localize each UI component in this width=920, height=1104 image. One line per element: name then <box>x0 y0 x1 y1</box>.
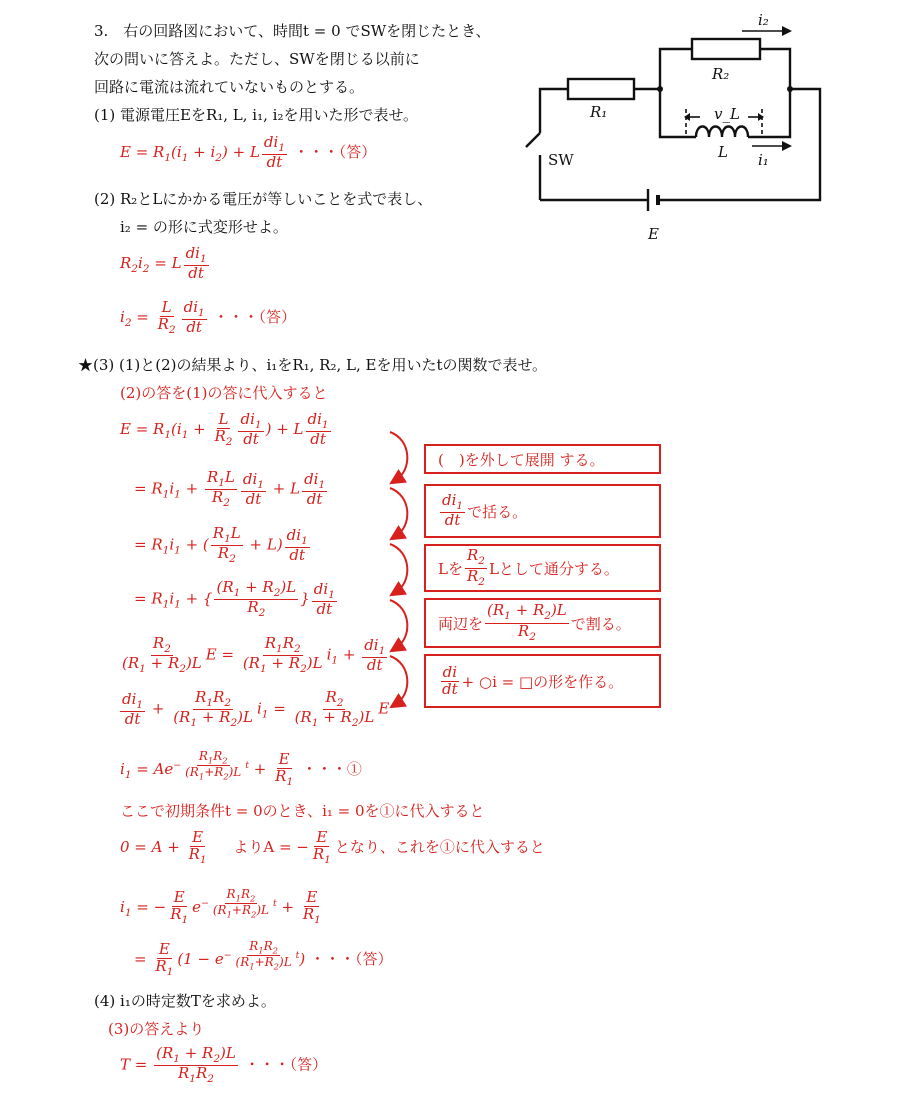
answer-2b: $i_2$ = $\frac{L}{R_2}$ $\frac{di_1}{dt}$ ・・・（答） <box>120 298 296 337</box>
question-2b: i₂ = の形に式変形せよ。 <box>120 218 288 236</box>
eq-constant-end: となり、これを①に代入すると <box>334 837 545 856</box>
step-box-3: Lを $\frac{R_2}{R_2}$ Lとして通分する。 <box>424 544 661 592</box>
step-arrow-5 <box>390 656 407 704</box>
question-3: ★(3) (1)と(2)の結果より、i₁をR₁, R₂, L, Eを用いたtの関数で表せ。 <box>78 356 548 374</box>
answer-2-suffix: ・・・（答） <box>213 307 296 326</box>
eq-step-3: = $R_1i_1$ + { $\frac{(R_1 + R_2)L}{R_2}$ } $\frac{di_1}{dt}$ <box>134 578 335 620</box>
problem-line-3: 回路に電流は流れていないものとする。 <box>94 78 365 96</box>
label-i2: i₂ <box>758 11 769 29</box>
step-arrows <box>380 420 424 720</box>
label-vL: v_L <box>714 105 740 123</box>
question-1: (1) 電源電圧EをR₁, L, i₁, i₂を用いた形で表せ。 <box>94 106 419 124</box>
answer-1-suffix: ・・・（答） <box>293 142 377 161</box>
eq-step-2: = $R_1i_1$ + ( $\frac{R_1L}{R_2}$ + L) $\frac{di_1}{dt}$ <box>134 524 308 566</box>
answer-4: T = $\frac{(R_1 + R_2)L}{R_1R_2}$ ・・・（答） <box>120 1044 328 1086</box>
step-box-4: 両辺を $\frac{(R_1 + R_2)L}{R_2}$ で割る。 <box>424 598 661 648</box>
eq-step-0: $E = R_1(i_1$ + $\frac{L}{R_2}$ $\frac{di_1}{dt}$ ) + L $\frac{di_1}{dt}$ <box>120 410 329 449</box>
step-arrow-3 <box>390 544 407 592</box>
answer-1: $E = R_1(i_1 + i_2) + L$ $\frac{di_1}{dt}$ ・・・（答） <box>120 133 377 172</box>
eq-step-5: $\frac{di_1}{dt}$ + $\frac{R_1R_2}{(R_1 + R_2)L}$ $i_1$ = $\frac{R_2}{(R_1 + R_2)L}$ E <box>122 688 390 730</box>
eq-general-suffix: ・・・① <box>301 760 362 779</box>
step-box-5: $\frac{di}{dt}$ + ○i = □の形を作る。 <box>424 654 661 708</box>
eq-constant: 0 = A + $\frac{E}{R_1}$ よりA = − $\frac{E}{R_1}$ となり、これを①に代入すると <box>120 828 545 866</box>
answer-4-suffix: ・・・（答） <box>244 1055 328 1074</box>
label-R1: R₁ <box>590 103 608 121</box>
step-box-2: $\frac{di_1}{dt}$ で括る。 <box>424 484 661 538</box>
eq-step-4: $\frac{R_2}{(R_1 + R_2)L}$ E = $\frac{R_1R_2}{(R_1 + R_2)L}$ $i_1$ + $\frac{di_1}{dt}$ <box>122 634 386 676</box>
eq-final-a: $i_1$ = − $\frac{E}{R_1}$ $e^{- \frac{R_1R_2}{(R_1+R_2)L} t}$ + $\frac{E}{R_1}$ <box>120 887 321 927</box>
label-SW: SW <box>548 151 574 169</box>
eq-general-solution: $i_1 = Ae^{- \frac{R_1R_2}{(R_1+R_2)L} t}$ + $\frac{E}{R_1}$ ・・・① <box>120 749 362 789</box>
question-4: (4) i₁の時定数Tを求めよ。 <box>94 992 276 1010</box>
step-box-1: ( )を外して展開 する。 <box>424 444 661 474</box>
eq-constant-mid: よりA = − <box>233 837 309 856</box>
step-arrow-2 <box>390 488 407 536</box>
answer-4-intro: (3)の答えより <box>108 1020 205 1038</box>
eq-step-1: = $R_1i_1$ + $\frac{R_1L}{R_2}$ $\frac{di_1}{dt}$ + L $\frac{di_1}{dt}$ <box>134 468 326 510</box>
label-R2: R₂ <box>712 65 730 83</box>
step-arrow-4 <box>390 600 407 648</box>
circuit-diagram <box>520 5 840 245</box>
problem-line-1: 3. 右の回路図において、時間t = 0 でSWを閉じたとき、 <box>94 22 491 40</box>
answer-3-intro: (2)の答を(1)の答に代入すると <box>120 384 328 402</box>
step-arrow-1 <box>390 432 407 480</box>
answer-2a: $R_2i_2 = L$ $\frac{di_1}{dt}$ <box>120 244 207 283</box>
label-E: E <box>648 225 659 243</box>
label-L: L <box>718 143 728 161</box>
answer-3-suffix: ・・・（答） <box>310 950 393 969</box>
eq-final-b: = $\frac{E}{R_1}$ $(1 - e^{- \frac{R_1R_2}{(R_1+R_2)L} t})$ ・・・（答） <box>134 939 393 979</box>
initial-condition: ここで初期条件t = 0のとき、i₁ = 0を①に代入すると <box>120 802 485 820</box>
label-i1: i₁ <box>758 151 769 169</box>
problem-line-2: 次の問いに答えよ。ただし、SWを閉じる以前に <box>94 50 420 68</box>
question-2a: (2) R₂とLにかかる電圧が等しいことを式で表し、 <box>94 190 433 208</box>
